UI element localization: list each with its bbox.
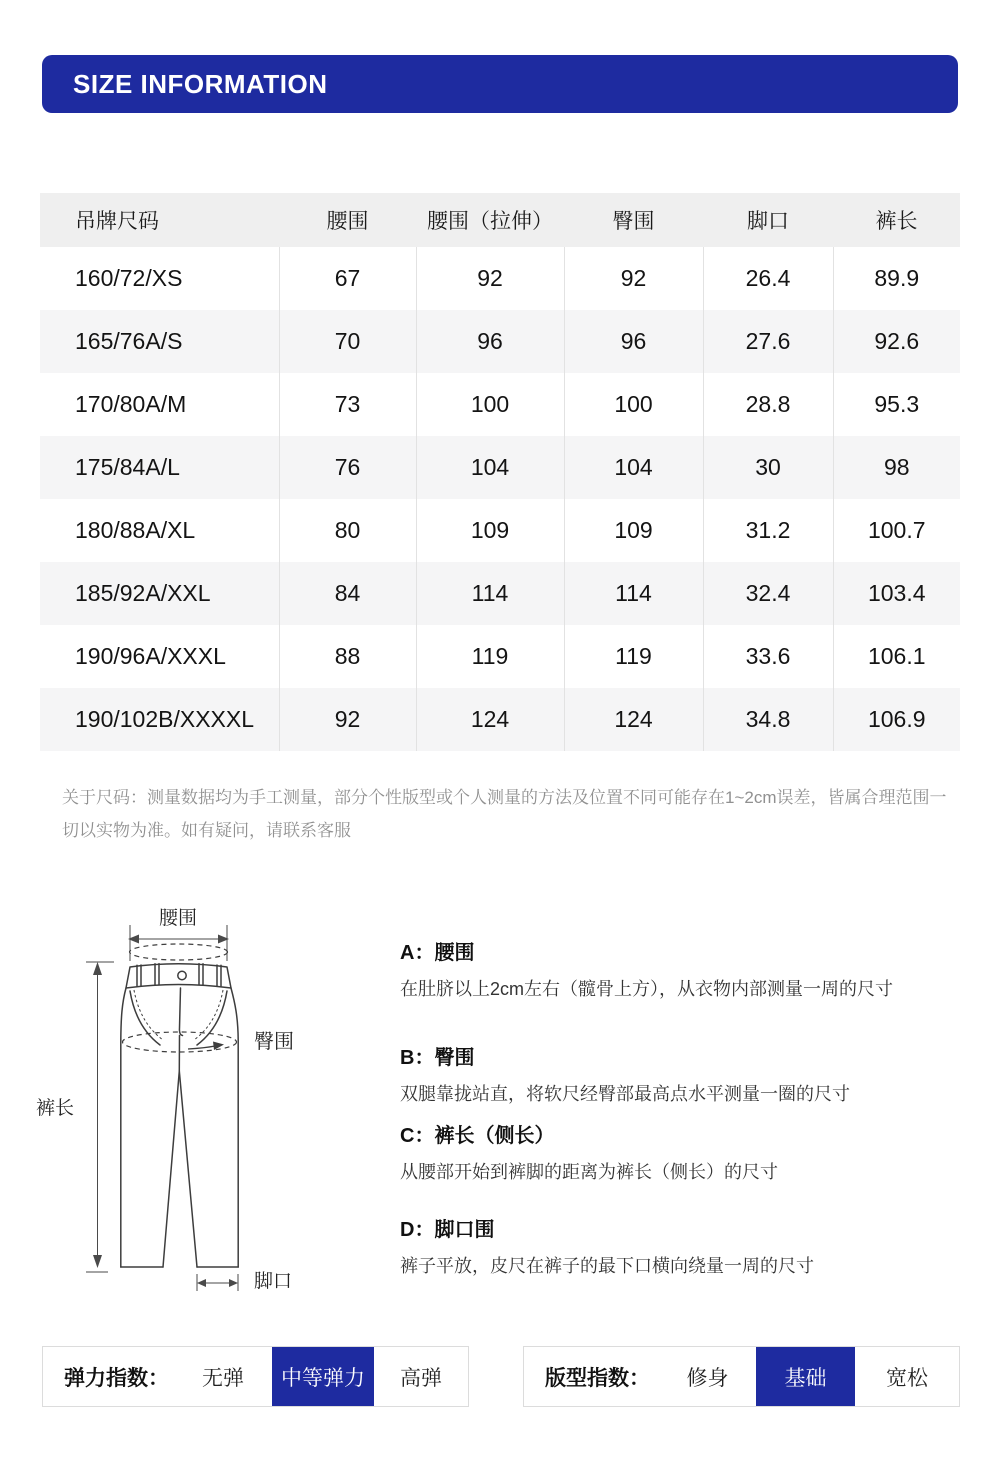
elasticity-options [174, 1347, 468, 1406]
pants-diagram-drawing [30, 895, 360, 1310]
length-cell: 95.3 [833, 373, 960, 436]
section-title-bar [42, 55, 958, 113]
elasticity-option: 无弹 [202, 1366, 244, 1390]
size-cell: 170/80A/M [75, 391, 187, 417]
hem-cell: 26.4 [703, 247, 833, 310]
waist_stretch-cell: 92 [416, 247, 564, 310]
waist-cell: 73 [279, 373, 416, 436]
size-table [40, 193, 960, 751]
size-cell: 190/96A/XXXL [75, 643, 226, 669]
hem-cell: 34.8 [703, 688, 833, 751]
table-row [40, 499, 960, 562]
fit-option: 宽松 [886, 1366, 928, 1390]
column-header-hip: 臀围 [612, 210, 655, 233]
table-row [40, 436, 960, 499]
length-cell: 100.7 [833, 499, 960, 562]
column-header-hem: 脚口 [747, 210, 789, 233]
hem-cell: 27.6 [703, 310, 833, 373]
pants-measurement-diagram [30, 895, 360, 1310]
column-header-tag-size: 吊牌尺码 [75, 210, 159, 233]
waist_stretch-cell: 96 [416, 310, 564, 373]
elasticity-option: 中等弹力 [272, 1347, 374, 1406]
elasticity-index-label: 弹力指数： [64, 1366, 169, 1390]
column-header-waist: 腰围 [326, 210, 369, 233]
fit-index-label: 版型指数： [545, 1366, 650, 1390]
waist_stretch-cell: 104 [416, 436, 564, 499]
guide-label-hem: D：脚口围 [400, 1219, 495, 1241]
waist-cell: 92 [279, 688, 416, 751]
waist-cell: 84 [279, 562, 416, 625]
length-cell: 106.1 [833, 625, 960, 688]
table-row [40, 625, 960, 688]
waist-cell: 88 [279, 625, 416, 688]
waist-cell: 70 [279, 310, 416, 373]
size-table-header-row [40, 193, 960, 247]
waist_stretch-cell: 100 [416, 373, 564, 436]
guide-label-waist: A：腰围 [400, 942, 475, 964]
size-cell: 190/102B/XXXXL [75, 706, 255, 732]
hip-cell: 104 [564, 436, 703, 499]
length-cell: 92.6 [833, 310, 960, 373]
hip-cell: 109 [564, 499, 703, 562]
table-row [40, 373, 960, 436]
waist-cell: 76 [279, 436, 416, 499]
elasticity-option: 高弹 [400, 1366, 442, 1390]
guide-desc-waist: 在肚脐以上2cm左右（髋骨上方），从衣物内部测量一周的尺寸 [400, 979, 894, 999]
hip-cell: 114 [564, 562, 703, 625]
table-row [40, 562, 960, 625]
waist-cell: 67 [279, 247, 416, 310]
hem-cell: 33.6 [703, 625, 833, 688]
size-table-body [40, 247, 960, 751]
length-cell: 103.4 [833, 562, 960, 625]
diagram-waist-label: 腰围 [158, 908, 197, 929]
hip-cell: 96 [564, 310, 703, 373]
hip-cell: 119 [564, 625, 703, 688]
size-cell: 175/84A/L [75, 454, 180, 480]
guide-desc-length: 从腰部开始到裤脚的距离为裤长（侧长）的尺寸 [400, 1162, 778, 1182]
length-cell: 106.9 [833, 688, 960, 751]
waist-cell: 80 [279, 499, 416, 562]
guide-desc-hip: 双腿靠拢站直，将软尺经臀部最高点水平测量一圈的尺寸 [400, 1084, 850, 1104]
table-row [40, 310, 960, 373]
section-title: SIZE INFORMATION [73, 68, 328, 99]
waist_stretch-cell: 114 [416, 562, 564, 625]
length-cell: 98 [833, 436, 960, 499]
waist_stretch-cell: 124 [416, 688, 564, 751]
table-row [40, 688, 960, 751]
guide-block-length [400, 1119, 975, 1185]
table-row [40, 247, 960, 310]
size-cell: 180/88A/XL [75, 517, 196, 543]
length-cell: 89.9 [833, 247, 960, 310]
fit-option: 基础 [756, 1347, 855, 1406]
column-header-length: 裤长 [875, 210, 918, 233]
hip-cell: 124 [564, 688, 703, 751]
hem-cell: 32.4 [703, 562, 833, 625]
hem-cell: 28.8 [703, 373, 833, 436]
hip-cell: 100 [564, 373, 703, 436]
size-cell: 165/76A/S [75, 328, 183, 354]
guide-label-length: C：裤长（侧长） [400, 1125, 555, 1147]
fit-index-box [523, 1346, 960, 1407]
guide-desc-hem: 裤子平放，皮尺在裤子的最下口横向绕量一周的尺寸 [400, 1256, 814, 1276]
guide-block-hip [400, 1041, 975, 1107]
hip-cell: 92 [564, 247, 703, 310]
fit-options [659, 1347, 959, 1406]
waist_stretch-cell: 119 [416, 625, 564, 688]
diagram-length-label: 裤长 [36, 1098, 75, 1119]
guide-block-hem [400, 1213, 975, 1279]
fit-option: 修身 [686, 1366, 729, 1390]
guide-label-hip: B：臀围 [400, 1047, 475, 1069]
waist_stretch-cell: 109 [416, 499, 564, 562]
diagram-hip-label: 臀围 [254, 1031, 294, 1053]
size-cell: 185/92A/XXL [75, 580, 211, 606]
size-cell: 160/72/XS [75, 265, 183, 291]
column-header-waist-stretch: 腰围（拉伸） [427, 210, 553, 233]
size-note: 关于尺码：测量数据均为手工测量，部分个性版型或个人测量的方法及位置不同可能存在1~2cm误差，皆属合理范围一切以实物为准。如有疑问，请联系客服 [62, 788, 947, 840]
guide-block-waist [400, 936, 975, 1002]
elasticity-index-box [42, 1346, 469, 1407]
diagram-hem-label: 脚口 [254, 1271, 293, 1292]
hem-cell: 31.2 [703, 499, 833, 562]
hem-cell: 30 [703, 436, 833, 499]
